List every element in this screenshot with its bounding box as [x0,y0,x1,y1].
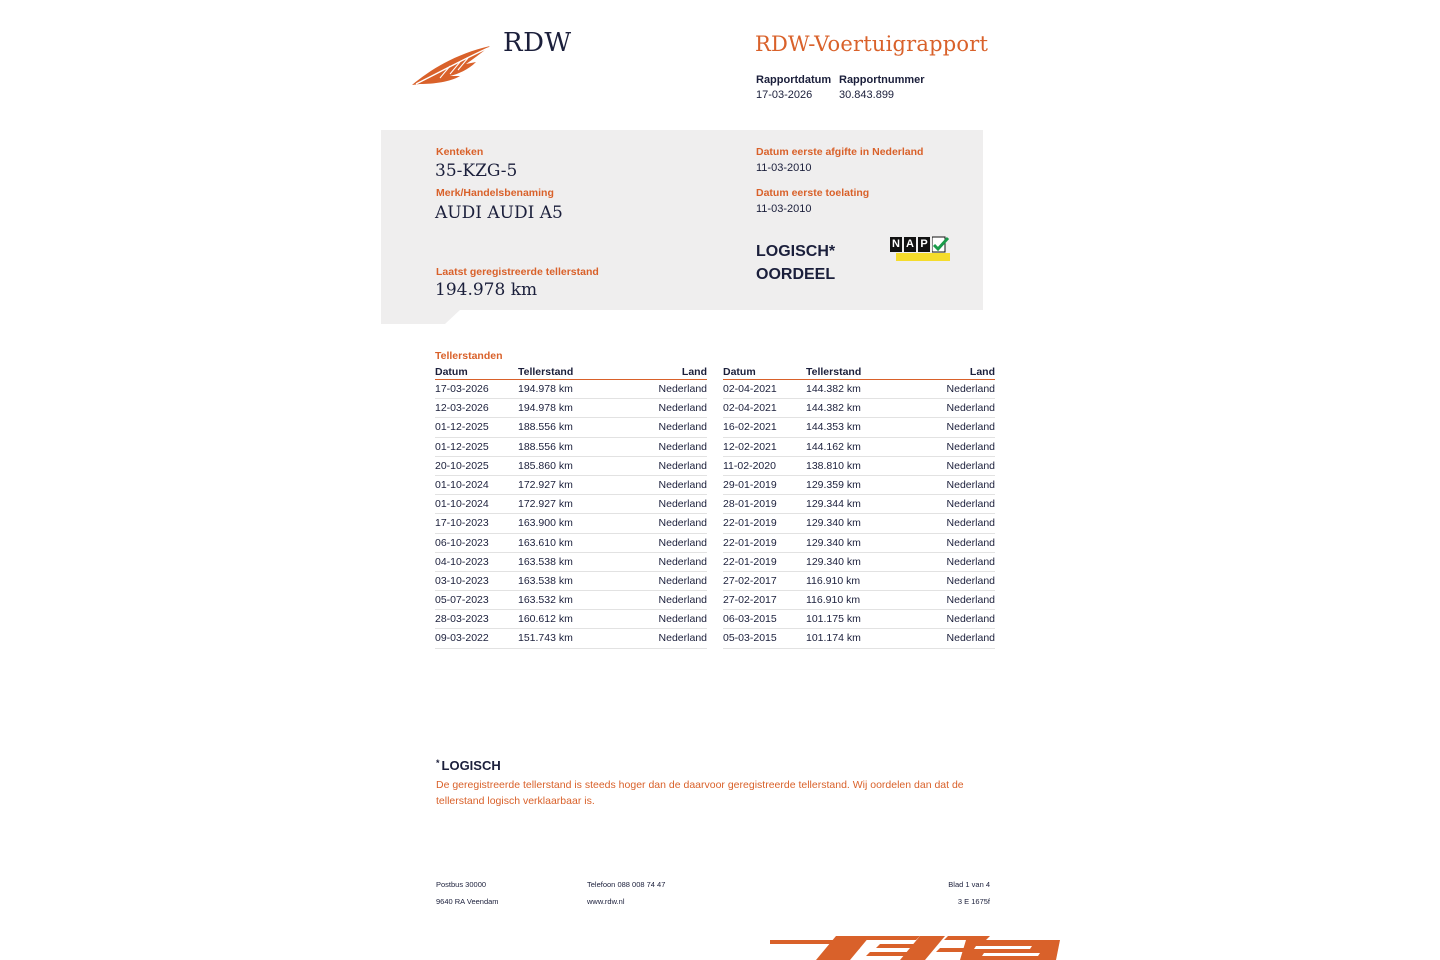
reading-date: 11-02-2020 [723,459,776,472]
reading-odometer: 188.556 km [518,421,573,434]
reading-date: 12-03-2026 [435,402,489,415]
reading-date: 20-10-2025 [435,459,489,472]
table-row [435,534,707,553]
reading-odometer: 116.910 km [806,574,861,587]
table-row [723,438,995,457]
panel-tab-decoration [381,309,461,324]
report-number: 30.843.899 [839,89,895,101]
reading-odometer: 101.175 km [806,613,861,626]
reading-date: 01-12-2025 [435,421,489,434]
table-row [435,591,707,610]
footer-website[interactable]: www.rdw.nl [587,897,625,906]
table-header [435,366,707,380]
nap-letter-n: N [890,237,902,252]
rdw-stripes-decoration [770,934,1060,960]
col-country-header: Land [969,366,995,378]
reading-country: Nederland [658,459,707,472]
table-row [723,380,995,399]
reading-date: 06-10-2023 [435,536,489,549]
report-number-label: Rapportnummer [839,74,925,86]
reading-odometer: 144.382 km [806,383,861,395]
report-title: RDW-Voertuigrapport [755,32,989,56]
reading-date: 29-01-2019 [723,478,777,491]
reading-country: Nederland [658,498,707,511]
reading-odometer: 172.927 km [518,478,573,491]
reading-odometer: 138.810 km [806,459,861,472]
reading-country: Nederland [946,440,995,453]
reading-odometer: 185.860 km [518,459,573,472]
table-row [435,399,707,418]
reading-date: 09-03-2022 [435,632,489,645]
table-row [723,553,995,572]
reading-country: Nederland [946,594,995,607]
reading-date: 17-10-2023 [435,517,489,530]
col-date-header: Datum [723,366,756,378]
reading-country: Nederland [658,574,707,587]
readings-table-left [435,366,707,649]
reading-date: 16-02-2021 [723,421,777,434]
table-row [435,610,707,629]
table-row [435,380,707,399]
reading-date: 06-03-2015 [723,613,777,626]
nap-letter-a: A [904,237,916,252]
footnote-title-text: LOGISCH [441,758,501,773]
reading-date: 01-10-2024 [435,498,489,511]
reading-country: Nederland [658,478,707,491]
reading-country: Nederland [658,383,707,395]
reading-country: Nederland [658,440,707,453]
reading-country: Nederland [658,402,707,415]
reading-odometer: 129.359 km [806,478,861,491]
reading-country: Nederland [946,498,995,511]
footer-code: 3 E 1675f [957,897,990,906]
table-row [435,514,707,533]
table-row [723,591,995,610]
reading-country: Nederland [658,536,707,549]
reading-country: Nederland [946,478,995,491]
table-body-left [435,380,707,649]
footer-address-2: 9640 RA Veendam [436,897,499,906]
reading-date: 12-02-2021 [723,440,777,453]
reading-date: 05-03-2015 [723,632,777,645]
footer-page-number: Blad 1 van 4 [948,880,990,889]
reading-odometer: 163.538 km [518,555,573,568]
reading-country: Nederland [946,613,995,626]
reading-country: Nederland [658,517,707,530]
reading-odometer: 151.743 km [518,632,573,645]
table-row [723,399,995,418]
verdict-line-2: OORDEEL [756,266,836,283]
reading-country: Nederland [658,594,707,607]
rdw-feather-logo [410,40,494,88]
table-row [723,534,995,553]
reading-odometer: 144.162 km [806,440,861,453]
reading-odometer: 160.612 km [518,613,573,626]
table-row [435,438,707,457]
reading-country: Nederland [946,421,995,434]
reading-date: 05-07-2023 [435,594,489,607]
reading-country: Nederland [658,632,707,645]
table-row [435,495,707,514]
reading-country: Nederland [946,383,995,395]
table-row [435,629,707,648]
table-row [723,495,995,514]
reading-country: Nederland [658,555,707,568]
first-admission-value: 11-03-2010 [756,203,812,215]
reading-odometer: 163.532 km [518,594,573,607]
col-odometer-header: Tellerstand [806,366,862,378]
reading-country: Nederland [946,555,995,568]
reading-country: Nederland [946,536,995,549]
reading-odometer: 188.556 km [518,440,573,453]
reading-date: 22-01-2019 [723,555,777,568]
footnote-star: * [436,758,440,768]
reading-date: 01-10-2024 [435,478,489,491]
table-row [435,418,707,437]
reading-odometer: 163.900 km [518,517,573,530]
nap-yellow-bar [896,253,950,261]
footer-address-1: Postbus 30000 [436,880,487,889]
table-row [435,572,707,591]
plate-value: 35-KZG-5 [435,161,518,181]
make-label: Merk/Handelsbenaming [436,187,554,199]
verdict [756,240,835,286]
footer-phone: Telefoon 088 008 74 47 [587,880,666,889]
reading-country: Nederland [658,613,707,626]
reading-odometer: 172.927 km [518,498,573,511]
odometer-value: 194.978 km [435,280,538,300]
readings-table-right [723,366,995,649]
first-issue-nl-label: Datum eerste afgifte in Nederland [756,146,924,158]
table-row [723,476,995,495]
reading-date: 28-03-2023 [435,613,489,626]
reading-odometer: 129.340 km [806,517,861,530]
reading-country: Nederland [658,421,707,434]
readings-title: Tellerstanden [435,350,503,362]
table-row [723,514,995,533]
reading-date: 27-02-2017 [723,574,777,587]
reading-date: 04-10-2023 [435,555,489,568]
reading-date: 27-02-2017 [723,594,777,607]
reading-country: Nederland [946,574,995,587]
nap-logo [890,236,950,262]
first-admission-label: Datum eerste toelating [756,187,870,199]
reading-odometer: 129.340 km [806,555,861,568]
report-date: 17-03-2026 [756,89,813,101]
table-row [723,572,995,591]
reading-date: 02-04-2021 [723,402,777,415]
table-row [723,418,995,437]
col-country-header: Land [681,366,707,378]
reading-country: Nederland [946,517,995,530]
plate-label: Kenteken [436,146,484,158]
reading-date: 22-01-2019 [723,517,777,530]
brand-name: RDW [503,28,572,58]
reading-odometer: 194.978 km [518,383,573,395]
reading-date: 28-01-2019 [723,498,777,511]
reading-country: Nederland [946,402,995,415]
table-body-right [723,380,995,649]
reading-odometer: 163.610 km [518,536,573,549]
reading-odometer: 129.344 km [806,498,861,511]
table-row [435,457,707,476]
reading-odometer: 101.174 km [806,632,861,645]
reading-odometer: 144.353 km [806,421,861,434]
verdict-line-1: LOGISCH* [756,243,836,260]
reading-date: 01-12-2025 [435,440,489,453]
reading-date: 17-03-2026 [435,383,489,395]
reading-odometer: 129.340 km [806,536,861,549]
nap-letter-p: P [918,237,930,252]
report-date-label: Rapportdatum [756,74,832,86]
odometer-label: Laatst geregistreerde tellerstand [436,266,599,278]
table-header [723,366,995,380]
footnote-text: De geregistreerde tellerstand is steeds hoger dan de daarvoor geregistreerde tellerstand. Wij oordelen dan dat de tellerstand logisch verklaarbaar is. [436,779,964,807]
reading-date: 22-01-2019 [723,536,777,549]
table-row [723,629,995,648]
reading-country: Nederland [946,632,995,645]
reading-date: 03-10-2023 [435,574,489,587]
reading-odometer: 116.910 km [806,594,861,607]
table-row [435,476,707,495]
footnote-title [436,758,501,773]
reading-odometer: 144.382 km [806,402,861,415]
table-row [435,553,707,572]
table-row [723,457,995,476]
col-date-header: Datum [435,366,468,378]
first-issue-nl-value: 11-03-2010 [756,162,812,174]
make-value: AUDI AUDI A5 [435,203,563,223]
table-row [723,610,995,629]
reading-odometer: 194.978 km [518,402,573,415]
reading-date: 02-04-2021 [723,383,777,395]
col-odometer-header: Tellerstand [518,366,574,378]
checkmark-icon [932,236,950,253]
reading-odometer: 163.538 km [518,574,573,587]
reading-country: Nederland [946,459,995,472]
